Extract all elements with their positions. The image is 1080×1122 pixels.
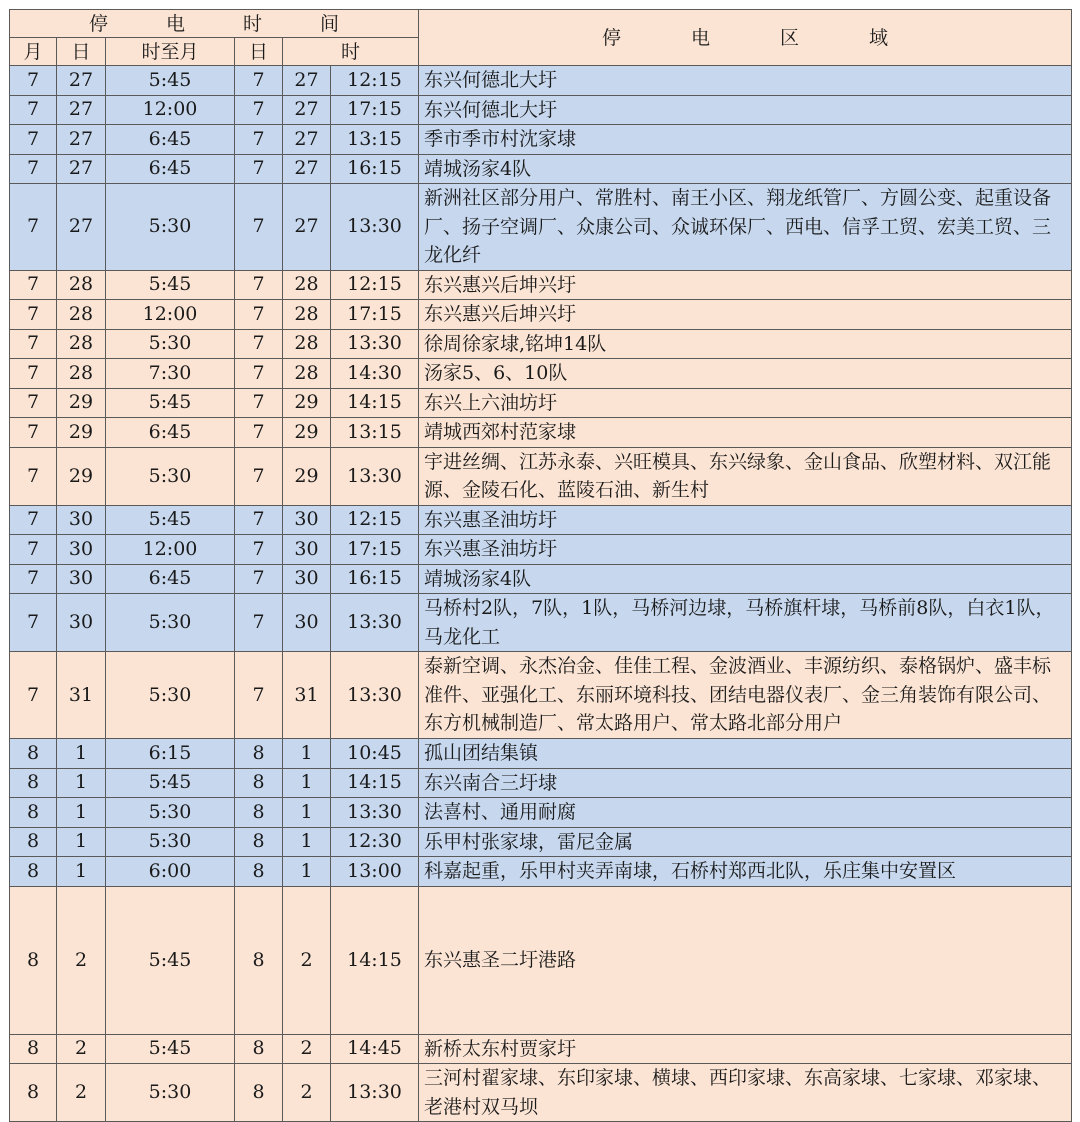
end-month-cell: 8 [235, 798, 283, 828]
month-cell: 8 [10, 1064, 57, 1122]
month-cell: 7 [10, 564, 57, 594]
month-cell: 8 [10, 739, 57, 769]
day-cell: 30 [57, 505, 106, 535]
month-cell: 8 [10, 798, 57, 828]
start-time-cell: 5:30 [106, 447, 235, 505]
end-time-cell: 17:15 [331, 535, 419, 565]
month-cell: 7 [10, 329, 57, 359]
end-day-cell: 1 [283, 827, 331, 857]
start-time-cell: 6:15 [106, 739, 235, 769]
end-day-column-header: 日 [235, 38, 283, 66]
area-cell: 靖城汤家4队 [419, 154, 1072, 184]
area-cell: 马桥村2队，7队，1队，马桥河边埭，马桥旗杆埭，马桥前8队，白衣1队，马龙化工 [419, 594, 1072, 652]
table-row [10, 66, 1072, 96]
end-time-cell: 13:30 [331, 184, 419, 271]
table-row [10, 329, 1072, 359]
end-time-cell: 17:15 [331, 300, 419, 330]
table-row [10, 652, 1072, 739]
month-cell: 7 [10, 594, 57, 652]
table-row [10, 184, 1072, 271]
area-cell: 科嘉起重，乐甲村夹弄南埭，石桥村郑西北队，乐庄集中安置区 [419, 857, 1072, 887]
end-month-cell: 8 [235, 886, 283, 1034]
month-cell: 8 [10, 1034, 57, 1064]
end-time-cell: 14:15 [331, 886, 419, 1034]
table-row [10, 1034, 1072, 1064]
area-cell: 宇进丝绸、江苏永泰、兴旺模具、东兴绿象、金山食品、欣塑材料、双江能源、金陵石化、蓝陵石油、新生村 [419, 447, 1072, 505]
day-cell: 30 [57, 564, 106, 594]
end-month-cell: 7 [235, 154, 283, 184]
area-cell: 东兴惠圣二圩港路 [419, 886, 1072, 1034]
area-cell: 东兴惠兴后坤兴圩 [419, 300, 1072, 330]
table-row [10, 388, 1072, 418]
area-cell: 法喜村、通用耐腐 [419, 798, 1072, 828]
day-cell: 27 [57, 125, 106, 155]
end-time-cell: 16:15 [331, 154, 419, 184]
area-cell: 东兴何德北大圩 [419, 66, 1072, 96]
end-day-cell: 1 [283, 768, 331, 798]
start-time-cell: 5:30 [106, 652, 235, 739]
day-cell: 1 [57, 857, 106, 887]
day-cell: 28 [57, 329, 106, 359]
end-month-cell: 8 [235, 857, 283, 887]
day-cell: 28 [57, 359, 106, 389]
end-day-cell: 31 [283, 652, 331, 739]
start-time-cell: 5:45 [106, 388, 235, 418]
month-cell: 7 [10, 95, 57, 125]
table-row [10, 505, 1072, 535]
end-day-cell: 28 [283, 300, 331, 330]
end-day-cell: 27 [283, 125, 331, 155]
table-row [10, 827, 1072, 857]
end-month-cell: 7 [235, 564, 283, 594]
start-time-cell: 12:00 [106, 535, 235, 565]
start-time-cell: 5:45 [106, 768, 235, 798]
end-time-cell: 13:30 [331, 652, 419, 739]
table-row [10, 270, 1072, 300]
end-month-cell: 8 [235, 1034, 283, 1064]
end-day-cell: 1 [283, 739, 331, 769]
month-cell: 7 [10, 300, 57, 330]
end-month-cell: 7 [235, 447, 283, 505]
area-cell: 东兴南合三圩埭 [419, 768, 1072, 798]
month-cell: 7 [10, 505, 57, 535]
power-outage-schedule-table [9, 9, 1072, 1122]
end-time-cell: 10:45 [331, 739, 419, 769]
header-row-top [10, 10, 1072, 38]
day-cell: 2 [57, 886, 106, 1034]
end-day-cell: 28 [283, 359, 331, 389]
end-time-cell: 13:30 [331, 329, 419, 359]
end-month-cell: 8 [235, 1064, 283, 1122]
day-cell: 31 [57, 652, 106, 739]
area-cell: 靖城汤家4队 [419, 564, 1072, 594]
start-time-cell: 6:45 [106, 564, 235, 594]
day-cell: 29 [57, 447, 106, 505]
end-month-cell: 7 [235, 125, 283, 155]
end-month-cell: 7 [235, 184, 283, 271]
day-cell: 1 [57, 768, 106, 798]
end-month-cell: 7 [235, 505, 283, 535]
area-cell: 新洲社区部分用户、常胜村、南王小区、翔龙纸管厂、方圆公变、起重设备厂、扬子空调厂、众康公司、众诚环保厂、西电、信孚工贸、宏美工贸、三龙化纤 [419, 184, 1072, 271]
area-cell: 汤家5、6、10队 [419, 359, 1072, 389]
area-cell: 徐周徐家埭,铭坤14队 [419, 329, 1072, 359]
end-day-cell: 27 [283, 95, 331, 125]
end-time-cell: 17:15 [331, 95, 419, 125]
month-cell: 7 [10, 154, 57, 184]
start-time-cell: 5:45 [106, 505, 235, 535]
start-time-cell: 7:30 [106, 359, 235, 389]
end-time-cell: 13:30 [331, 1064, 419, 1122]
day-cell: 30 [57, 594, 106, 652]
day-cell: 27 [57, 95, 106, 125]
end-month-cell: 7 [235, 652, 283, 739]
end-month-cell: 7 [235, 535, 283, 565]
table-row [10, 154, 1072, 184]
end-month-cell: 7 [235, 66, 283, 96]
table-row [10, 418, 1072, 448]
table-row [10, 739, 1072, 769]
table-row [10, 564, 1072, 594]
start-time-cell: 5:45 [106, 1034, 235, 1064]
table-row [10, 798, 1072, 828]
end-day-cell: 1 [283, 798, 331, 828]
end-time-cell: 16:15 [331, 564, 419, 594]
end-day-cell: 29 [283, 388, 331, 418]
end-day-cell: 28 [283, 270, 331, 300]
start-time-cell: 5:45 [106, 270, 235, 300]
area-cell: 靖城西郊村范家埭 [419, 418, 1072, 448]
start-time-cell: 5:30 [106, 594, 235, 652]
end-month-cell: 8 [235, 827, 283, 857]
table-row [10, 857, 1072, 887]
start-time-cell: 5:45 [106, 886, 235, 1034]
month-cell: 7 [10, 418, 57, 448]
end-month-cell: 7 [235, 359, 283, 389]
end-month-cell: 7 [235, 418, 283, 448]
day-cell: 2 [57, 1034, 106, 1064]
month-cell: 8 [10, 857, 57, 887]
end-time-cell: 14:30 [331, 359, 419, 389]
start-time-cell: 12:00 [106, 95, 235, 125]
end-time-column-header: 时 [283, 38, 419, 66]
outage-area-header: 停 电 区 域 [419, 10, 1072, 66]
end-time-cell: 12:15 [331, 270, 419, 300]
table-row [10, 359, 1072, 389]
end-day-cell: 29 [283, 447, 331, 505]
end-time-cell: 12:30 [331, 827, 419, 857]
end-time-cell: 13:15 [331, 418, 419, 448]
table-row [10, 768, 1072, 798]
area-cell: 东兴惠圣油坊圩 [419, 535, 1072, 565]
start-time-cell: 5:30 [106, 798, 235, 828]
start-time-cell: 5:45 [106, 66, 235, 96]
end-time-cell: 12:15 [331, 505, 419, 535]
start-time-cell: 6:45 [106, 125, 235, 155]
month-column-header: 月 [10, 38, 57, 66]
month-cell: 7 [10, 270, 57, 300]
day-cell: 1 [57, 827, 106, 857]
end-day-cell: 2 [283, 1034, 331, 1064]
end-month-cell: 7 [235, 329, 283, 359]
table-row [10, 125, 1072, 155]
start-time-cell: 6:45 [106, 418, 235, 448]
day-cell: 28 [57, 270, 106, 300]
month-cell: 7 [10, 359, 57, 389]
day-cell: 1 [57, 798, 106, 828]
end-time-cell: 13:15 [331, 125, 419, 155]
end-time-cell: 13:30 [331, 447, 419, 505]
table-row [10, 95, 1072, 125]
month-cell: 7 [10, 388, 57, 418]
month-cell: 8 [10, 886, 57, 1034]
month-cell: 7 [10, 184, 57, 271]
end-day-cell: 27 [283, 184, 331, 271]
month-cell: 7 [10, 535, 57, 565]
start-time-cell: 5:30 [106, 329, 235, 359]
area-cell: 泰新空调、永杰冶金、佳佳工程、金波酒业、丰源纺织、泰格锅炉、盛丰标准件、亚强化工、东丽环境科技、团结电器仪表厂、金三角装饰有限公司、东方机械制造厂、常太路用户、常太路北部分用户 [419, 652, 1072, 739]
area-cell: 三河村翟家埭、东印家埭、横埭、西印家埭、东高家埭、七家埭、邓家埭、老港村双马坝 [419, 1064, 1072, 1122]
start-time-cell: 5:30 [106, 1064, 235, 1122]
area-cell: 东兴上六油坊圩 [419, 388, 1072, 418]
start-time-cell: 5:30 [106, 184, 235, 271]
end-time-cell: 14:45 [331, 1034, 419, 1064]
day-column-header: 日 [57, 38, 106, 66]
area-cell: 东兴惠圣油坊圩 [419, 505, 1072, 535]
day-cell: 2 [57, 1064, 106, 1122]
table-row [10, 447, 1072, 505]
end-day-cell: 28 [283, 329, 331, 359]
end-month-cell: 8 [235, 739, 283, 769]
end-day-cell: 30 [283, 505, 331, 535]
month-cell: 7 [10, 66, 57, 96]
day-cell: 27 [57, 184, 106, 271]
outage-time-header: 停 电 时 间 [10, 10, 419, 38]
start-time-cell: 6:00 [106, 857, 235, 887]
end-time-cell: 13:30 [331, 594, 419, 652]
end-month-cell: 7 [235, 300, 283, 330]
end-time-cell: 12:15 [331, 66, 419, 96]
end-month-cell: 7 [235, 594, 283, 652]
table-row [10, 886, 1072, 1034]
month-cell: 8 [10, 827, 57, 857]
end-month-cell: 7 [235, 270, 283, 300]
day-cell: 1 [57, 739, 106, 769]
table-row [10, 594, 1072, 652]
end-day-cell: 30 [283, 564, 331, 594]
end-day-cell: 1 [283, 857, 331, 887]
area-cell: 新桥太东村贾家圩 [419, 1034, 1072, 1064]
day-cell: 30 [57, 535, 106, 565]
day-cell: 29 [57, 388, 106, 418]
end-day-cell: 30 [283, 535, 331, 565]
end-day-cell: 27 [283, 154, 331, 184]
end-time-cell: 13:30 [331, 798, 419, 828]
day-cell: 27 [57, 66, 106, 96]
end-day-cell: 30 [283, 594, 331, 652]
end-time-cell: 13:00 [331, 857, 419, 887]
area-cell: 乐甲村张家埭，雷尼金属 [419, 827, 1072, 857]
month-cell: 8 [10, 768, 57, 798]
area-cell: 东兴何德北大圩 [419, 95, 1072, 125]
area-cell: 孤山团结集镇 [419, 739, 1072, 769]
day-cell: 29 [57, 418, 106, 448]
start-time-cell: 6:45 [106, 154, 235, 184]
end-month-cell: 7 [235, 388, 283, 418]
end-day-cell: 2 [283, 1064, 331, 1122]
month-cell: 7 [10, 447, 57, 505]
end-month-cell: 8 [235, 768, 283, 798]
end-month-cell: 7 [235, 95, 283, 125]
start-time-cell: 5:30 [106, 827, 235, 857]
day-cell: 28 [57, 300, 106, 330]
day-cell: 27 [57, 154, 106, 184]
month-cell: 7 [10, 125, 57, 155]
table-row [10, 535, 1072, 565]
area-cell: 季市季市村沈家埭 [419, 125, 1072, 155]
end-day-cell: 27 [283, 66, 331, 96]
area-cell: 东兴惠兴后坤兴圩 [419, 270, 1072, 300]
table-row [10, 1064, 1072, 1122]
end-time-cell: 14:15 [331, 768, 419, 798]
month-cell: 7 [10, 652, 57, 739]
end-day-cell: 29 [283, 418, 331, 448]
end-time-cell: 14:15 [331, 388, 419, 418]
start-time-cell: 12:00 [106, 300, 235, 330]
end-day-cell: 2 [283, 886, 331, 1034]
time-to-month-column-header: 时至月 [106, 38, 235, 66]
table-row [10, 300, 1072, 330]
